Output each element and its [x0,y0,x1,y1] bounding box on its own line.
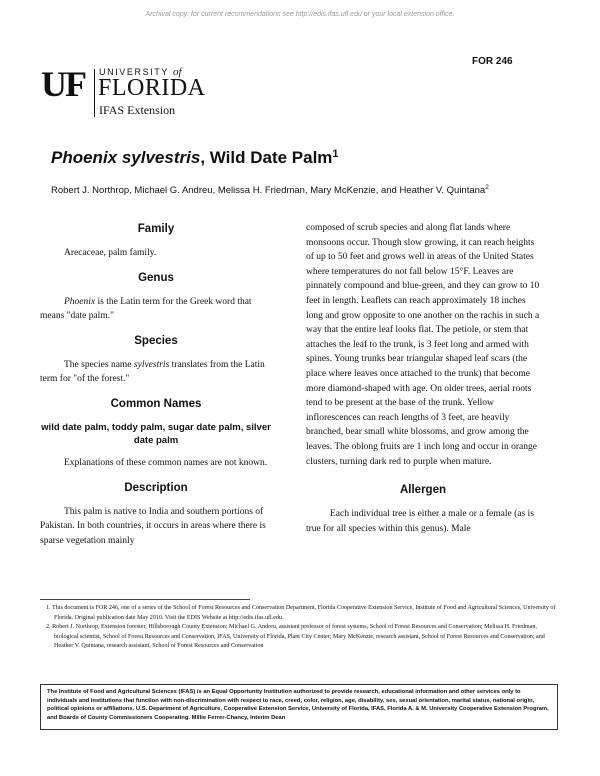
page-title [51,148,339,168]
archival-note: Archival copy: for current recommendations see http://edis.ifas.ufl.edu or your local extension office. [145,11,455,18]
heading-common-names: Common Names [110,397,202,410]
common-names-list: wild date palm, toddy palm, sugar date palm, silver date palm [41,421,271,446]
heading-genus: Genus [138,271,174,284]
authors-text: Robert J. Northrop, Michael G. Andreu, Melissa H. Friedman, Mary McKenzie, and Heather V. Quintana [51,185,486,196]
logo-uf-mark: UF [41,64,85,104]
logo-divider [94,69,95,117]
description-text-left: This palm is native to India and southern portions of Pakistan. In both countries, it occurs in areas where there is sparse vegetation mainly [40,506,266,546]
description-text-right: composed of scrub species and along flat lands where monsoons occur. Though slow growing, it can reach heights of up to 50 feet and grows well in areas of the United States where temperatures do not fall below 15°F. Leaves are pinnately compound and blue-green, and they can grow to 10 feet in length. Leaflets can reach approximately 18 inches long and grow opposite to one another on the rachis in such a way that the entire leaf looks flat. The petiole, or stem that attaches the leaf to the trunk, is 3 feet long and armed with spines. Young trunks bear triangular shaped leaf scars (the place where leaves once attached to the trunk) that become more diamond-shaped with age. On older trees, aerial roots tend to be present at the base of the trunk. Yellow inflorescences can reach lengths of 3 feet, are heavily branched, bear small white blossoms, and grow among the leaves. The oblong fruits are 1 inch long and occur in orange clusters, turning dark red to purple when mature. [306,223,540,467]
heading-species: Species [134,334,178,347]
logo-florida: FLORIDA [98,75,206,101]
title-footnote-ref: 1 [332,148,339,160]
footnotes [46,604,556,652]
logo-ifas-extension: IFAS Extension [99,103,176,117]
logo-of: of [172,66,182,78]
species-after: translates from the Latin term for "of the forest." [40,359,265,385]
title-common-name: , Wild Date Palm [200,148,333,167]
footnote-1: 1. This document is FOR 246, one of a series of the School of Forest Resources and Conservation Department, Florida Cooperative Extension Service, Institute of Food and Agricultural Sciences, University of Florida. Original publication date May 2010. Visit the EDIS Website at http://edis.ifas.ufl.edu. [46,605,556,621]
allergen-text: Each individual tree is either a male or a female (as is true for all species within this genus). Male [306,509,534,534]
authors [51,184,556,197]
ifas-equal-opportunity-statement: The Institute of Food and Agricultural Sciences (IFAS) is an Equal Opportunity Institution authorized to provide research, educational information and other services only to individuals and institutions that function with non-discrimination with respect to race, creed, color, religion, age, disability, sex, sexual orientation, marital status, national origin, political opinions or affiliations. U.S. Department of Agriculture, Cooperative Extension Service, University of Florida, IFAS, Florida A. & M. University Cooperative Extension Program, and Boards of County Commissioners Cooperating. Millie Ferrer-Chancy, Interim Dean [40,684,558,730]
document-id: FOR 246 [472,56,513,67]
footnote-2: 2. Robert J. Northrop, Extension forester, Hillsborough County Extension; Michael G. Andreu, assistant professor of forest systems, School of Forest Resources and Conservation; Melissa H. Friedman, biological scientist, School of Forest Resources and Conservation, IFAS, University of Florida, Plant City Center; Mary McKenzie, research assistant, School of Forest Resources and Conservation; and Heather V. Quintana, research assistant, School of Forest Resources and Conservation [46,624,545,650]
left-column [40,221,272,557]
title-scientific-name: Phoenix sylvestris [51,148,201,167]
species-text [40,358,272,387]
heading-description: Description [124,481,188,494]
genus-rest: is the Latin term for the Greek word that means "date palm." [40,296,252,322]
genus-italic: Phoenix [64,296,96,307]
common-names-text: Explanations of these common names are not known. [64,457,268,468]
heading-allergen: Allergen [399,484,446,497]
logo-university-word: UNIVERSITY [99,67,169,77]
right-column [306,221,540,545]
uf-ifas-logo [41,66,241,124]
authors-footnote-ref: 2 [485,184,489,191]
footnote-rule [40,599,250,600]
species-italic: sylvestris [133,359,170,370]
family-text: Arecaceae, palm family. [64,248,157,258]
heading-family: Family [137,223,175,235]
species-before: The species name [64,359,134,370]
genus-text [40,295,272,324]
